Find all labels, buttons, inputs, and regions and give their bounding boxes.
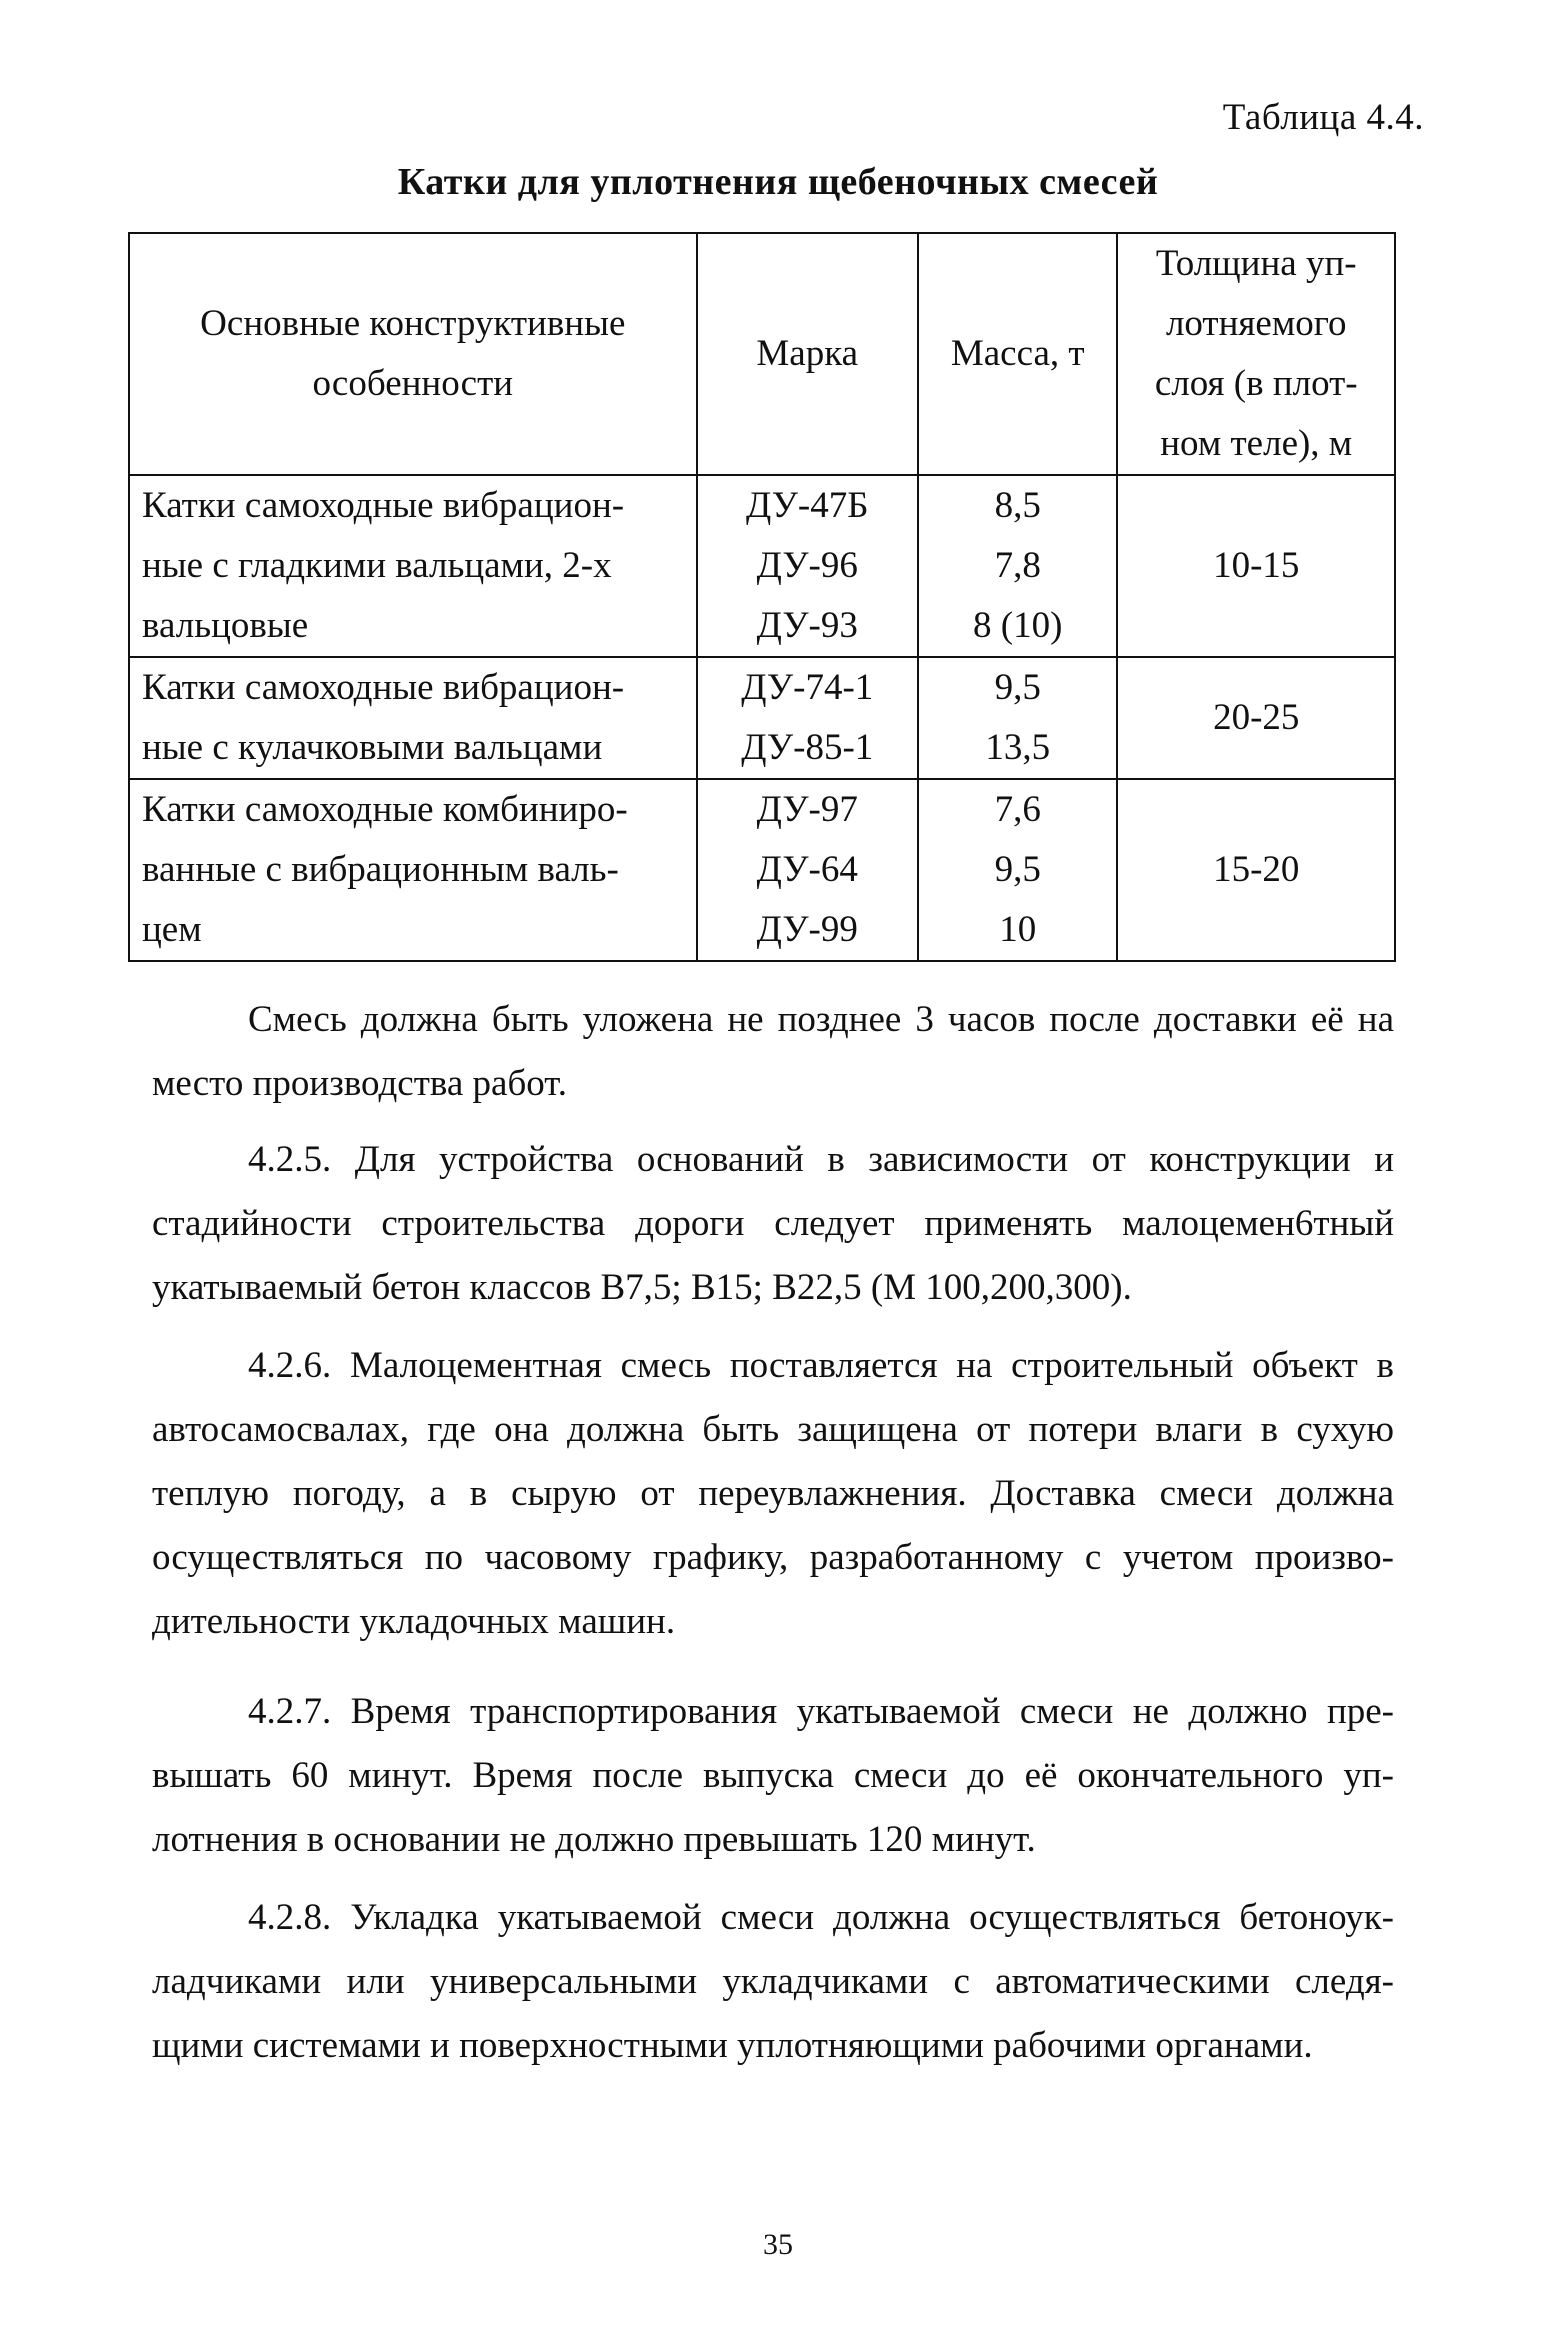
feature-line: вальцовые	[142, 605, 309, 646]
mass-value: 9,5	[994, 849, 1041, 890]
feature-line: Катки самоходные вибрацион-	[142, 667, 625, 708]
paragraph-line: 4.2.6. Малоцементная смесь поставляется на строительный объект в	[248, 1345, 1394, 1386]
mass-value: 13,5	[985, 727, 1051, 768]
header-brand-line: Марка	[756, 333, 859, 374]
paragraph-line: 4.2.5. Для устройства оснований в зависимости от конструкции и	[248, 1139, 1394, 1180]
paragraph-line: ладчиками или универсальными укладчиками с автоматическими следя-	[152, 1961, 1394, 2002]
header-mass	[918, 233, 1118, 475]
brand-value: ДУ-96	[756, 545, 858, 586]
rollers-table	[128, 232, 1396, 962]
thickness-cell	[1117, 657, 1395, 779]
mass-value: 7,8	[994, 545, 1041, 586]
feature-line: ванные с вибрационным валь-	[142, 849, 619, 890]
header-features-line: Основные конструктивные	[200, 303, 626, 344]
paragraph-4-2-6	[152, 1334, 1394, 1654]
brand-cell	[697, 475, 918, 657]
feature-cell	[129, 657, 697, 779]
mass-value: 10	[999, 909, 1037, 950]
paragraph-line: теплую погоду, а в сырую от переувлажнения. Доставка смеси должна	[152, 1473, 1394, 1514]
paragraph-line: 4.2.7. Время транспортирования укатываемой смеси не должно пре-	[248, 1691, 1394, 1732]
header-mass-line: Масса, т	[950, 333, 1085, 374]
mass-value: 8 (10)	[973, 605, 1063, 646]
brand-value: ДУ-64	[756, 849, 858, 890]
header-features-line: особенности	[312, 363, 514, 404]
paragraph-line: 4.2.8. Укладка укатываемой смеси должна осуществляться бетоноук-	[248, 1897, 1394, 1938]
paragraph-line: место производства работ.	[152, 1063, 567, 1104]
paragraph-mix-laying-time	[152, 988, 1394, 1116]
paragraph-line: осуществляться по часовому графику, разработанному с учетом произво-	[152, 1537, 1394, 1578]
mass-value: 7,6	[994, 789, 1041, 830]
header-thickness-line: слоя (в плот-	[1154, 363, 1358, 404]
paragraph-4-2-5	[152, 1128, 1394, 1320]
brand-cell	[697, 657, 918, 779]
paragraph-line: автосамосвалах, где она должна быть защищена от потери влаги в сухую	[152, 1409, 1394, 1450]
mass-cell	[918, 657, 1118, 779]
paragraph-line: Смесь должна быть уложена не позднее 3 часов после доставки её на	[248, 999, 1394, 1040]
brand-value: ДУ-85-1	[741, 727, 874, 768]
thickness-value: 20-25	[1213, 697, 1300, 738]
feature-line: ные с кулачковыми вальцами	[142, 727, 603, 768]
paragraph-line: вышать 60 минут. Время после выпуска смеси до её окончательного уп-	[152, 1755, 1394, 1796]
feature-line: ные с гладкими вальцами, 2-х	[142, 545, 612, 586]
thickness-value: 10-15	[1213, 545, 1300, 586]
mass-cell	[918, 779, 1118, 961]
paragraph-line: стадийности строительства дороги следует применять малоцемен6тный	[152, 1203, 1394, 1244]
feature-line: Катки самоходные вибрацион-	[142, 485, 625, 526]
feature-line: Катки самоходные комбиниро-	[142, 789, 628, 830]
mass-value: 9,5	[994, 667, 1041, 708]
header-thickness-line: ном теле), м	[1160, 423, 1353, 464]
header-thickness-line: Толщина уп-	[1155, 243, 1357, 284]
paragraph-line: лотнения в основании не должно превышать 120 минут.	[152, 1819, 1036, 1860]
brand-value: ДУ-99	[756, 909, 858, 950]
header-thickness-line: лотняемого	[1165, 303, 1347, 344]
mass-cell	[918, 475, 1118, 657]
feature-cell	[129, 779, 697, 961]
brand-value: ДУ-93	[756, 605, 858, 646]
paragraph-4-2-7	[152, 1680, 1394, 1872]
paragraph-line: дительности укладочных машин.	[152, 1601, 676, 1642]
feature-line: цем	[142, 909, 202, 950]
table-title: Катки для уплотнения щебеночных смесей	[397, 161, 1159, 203]
header-thickness	[1117, 233, 1395, 475]
feature-cell	[129, 475, 697, 657]
mass-value: 8,5	[994, 485, 1041, 526]
brand-value: ДУ-47Б	[746, 485, 869, 526]
table-row	[129, 657, 1395, 779]
table-number-label: Таблица 4.4.	[1222, 97, 1424, 138]
header-features	[129, 233, 697, 475]
thickness-value: 15-20	[1213, 849, 1300, 890]
header-brand	[697, 233, 918, 475]
brand-cell	[697, 779, 918, 961]
thickness-cell	[1117, 779, 1395, 961]
brand-value: ДУ-74-1	[741, 667, 874, 708]
table-row	[129, 779, 1395, 961]
table-row	[129, 475, 1395, 657]
table-header-row	[129, 233, 1395, 475]
paragraph-line: щими системами и поверхностными уплотняющими рабочими органами.	[152, 2025, 1313, 2066]
paragraph-4-2-8	[152, 1886, 1394, 2078]
paragraph-line: укатываемый бетон классов В7,5; В15; В22,5 (М 100,200,300).	[152, 1267, 1132, 1308]
brand-value: ДУ-97	[756, 789, 858, 830]
page-number: 35	[763, 2228, 793, 2261]
thickness-cell	[1117, 475, 1395, 657]
